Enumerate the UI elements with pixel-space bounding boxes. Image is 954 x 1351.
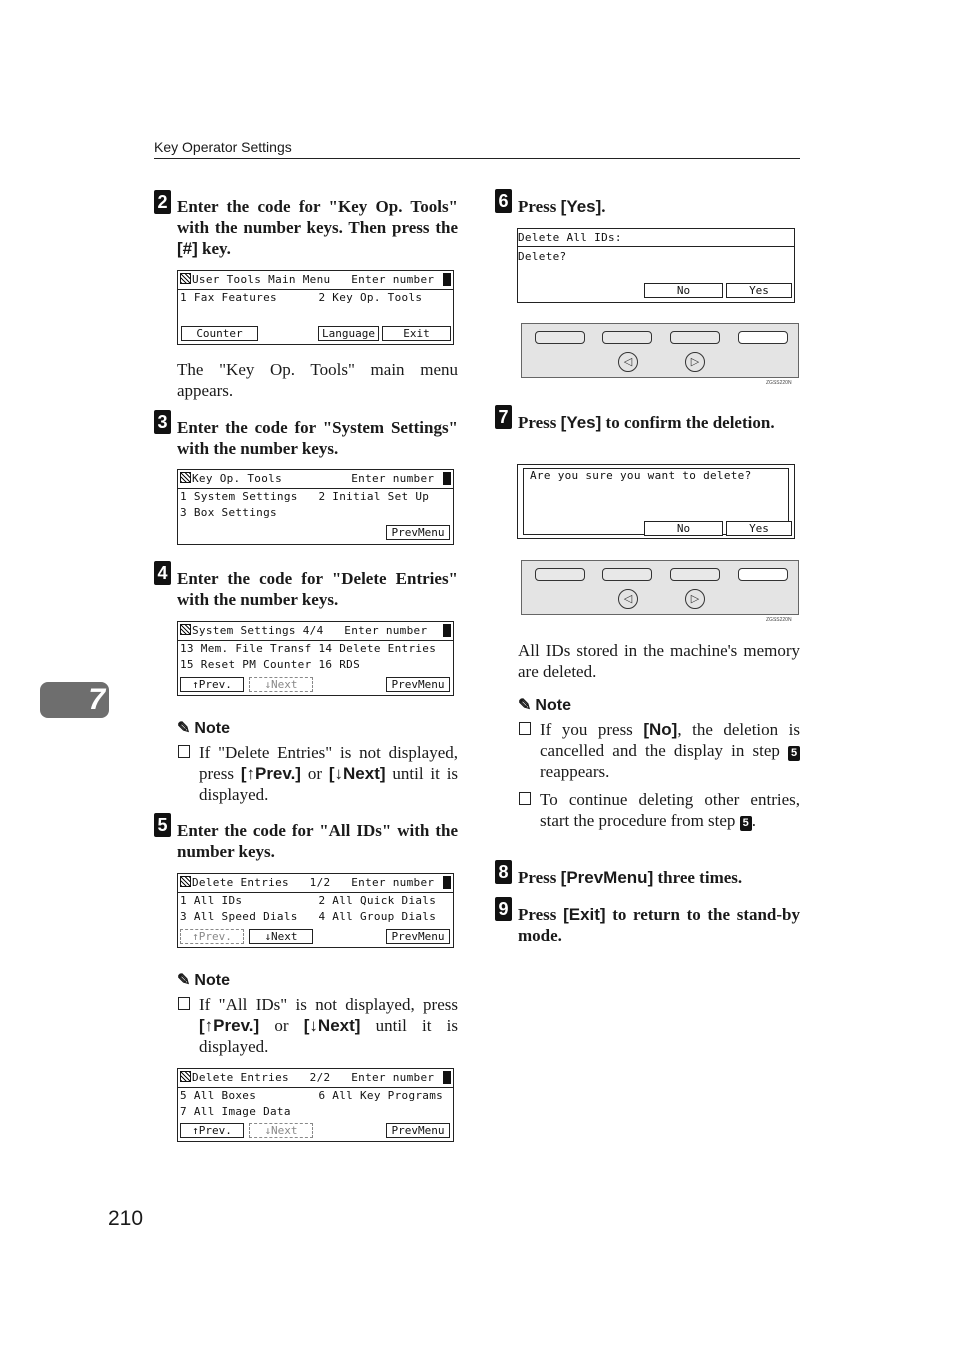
selection-key[interactable] [738,331,788,344]
lcd-title: Delete All IDs: [518,231,622,244]
selection-key[interactable] [535,568,585,581]
step-7-number: 7 [495,405,512,429]
lcd-system-settings [177,621,454,696]
cursor-block [443,273,451,286]
counter-button[interactable]: Counter [181,326,258,341]
selection-key[interactable] [738,568,788,581]
figure-code: ZGSS220N [766,617,792,623]
header-rule [154,158,800,159]
pencil-icon: ✎ [177,972,191,989]
selection-key[interactable] [535,331,585,344]
lcd-user-tools-main-menu [177,270,454,345]
menu-icon [180,273,191,284]
next-key: [↓Next] [303,1016,361,1035]
next-button[interactable]: ↓Next [249,1123,313,1138]
lcd-line: 1 System Settings 2 Initial Set Up [180,490,430,503]
prev-key: [↑Prev.] [199,1016,260,1035]
selection-key[interactable] [670,568,720,581]
lcd-confirm-delete [517,464,795,539]
step-5-number: 5 [154,813,171,837]
note-item: If "All IDs" is not displayed, press [↑Prev.] or [↓Next] until it is displayed. [199,994,458,1057]
control-panel [521,560,799,615]
note-item: If you press [No], the deletion is cancelled and the display in step 5 reappears. [540,719,800,782]
note-item: If "Delete Entries" is not displayed, press [↑Prev.] or [↓Next] until it is displayed. [199,742,458,805]
step-6-number: 6 [495,189,512,213]
step-9-number: 9 [495,897,512,921]
lcd-key-op-tools [177,469,454,545]
prevmenu-button[interactable]: PrevMenu [386,525,450,540]
left-arrow-key-icon[interactable]: ◁ [618,352,638,372]
prev-button[interactable]: ↑Prev. [180,677,244,692]
checkbox-icon [519,722,531,735]
no-key: [No] [643,720,678,739]
step-5-text: Enter the code for "All IDs" with the number keys. [177,821,458,861]
cursor-block [443,1071,451,1084]
pencil-icon: ✎ [518,697,532,714]
lcd-title: Delete Entries 1/2 Enter number [192,876,435,889]
lcd-delete-entries-2 [177,1068,454,1142]
lcd-title: Key Op. Tools Enter number [192,472,435,485]
lcd-line: 13 Mem. File Transf 14 Delete Entries [180,642,437,655]
step-7-result: All IDs stored in the machine's memory are deleted. [518,641,800,681]
step-2-instruction: Enter the code for "Key Op. Tools" with the number keys. Then press the [177,197,458,237]
left-arrow-key-icon[interactable]: ◁ [618,589,638,609]
note-heading: ✎ Note [177,720,230,737]
step-4-text: Enter the code for "Delete Entries" with the number keys. [177,569,458,609]
prevmenu-button[interactable]: PrevMenu [386,929,450,944]
menu-icon [180,1071,191,1082]
selection-key[interactable] [602,568,652,581]
control-panel [521,323,799,378]
checkbox-icon [178,997,190,1010]
prev-key: [↑Prev.] [240,764,301,783]
hash-key: [#] [177,239,198,258]
menu-icon [180,624,191,635]
yes-button[interactable]: Yes [726,521,792,536]
next-button[interactable]: ↓Next [249,677,313,692]
language-button[interactable]: Language [318,326,379,341]
step-9-text: Press [Exit] to return to the stand-by mode. [518,905,801,945]
figure-code: ZGSS220N [766,380,792,386]
lcd-line: 3 Box Settings [180,506,277,519]
page-number: 210 [108,1207,144,1230]
step-3-text: Enter the code for "System Settings" with the number keys. [177,418,458,458]
step-2-text [177,196,458,259]
no-button[interactable]: No [644,283,723,298]
right-arrow-key-icon[interactable]: ▷ [685,589,705,609]
selection-key[interactable] [602,331,652,344]
lcd-line: 5 All Boxes 6 All Key Programs [180,1089,444,1102]
lcd-title: User Tools Main Menu Enter number [192,273,435,286]
step-6-text: Press [Yes]. [518,197,606,216]
yes-button[interactable]: Yes [726,283,792,298]
step-2-instruction-end: key. [202,239,231,258]
step-2-number: 2 [154,190,171,214]
menu-icon [180,472,191,483]
lcd-line: 1 All IDs 2 All Quick Dials [180,894,437,907]
checkbox-icon [519,792,531,805]
lcd-line: 7 All Image Data [180,1105,291,1118]
lcd-line: 1 Fax Features 2 Key Op. Tools [180,291,423,304]
right-arrow-key-icon[interactable]: ▷ [685,352,705,372]
step-4-number: 4 [154,561,171,585]
step-3-number: 3 [154,410,171,434]
checkbox-icon [178,745,190,758]
no-button[interactable]: No [644,521,723,536]
lcd-delete-entries-1 [177,873,454,948]
running-header: Key Operator Settings [154,139,292,155]
prevmenu-button[interactable]: PrevMenu [386,677,450,692]
note-heading: ✎ Note [518,697,571,714]
selection-key[interactable] [670,331,720,344]
lcd-line: 3 All Speed Dials 4 All Group Dials [180,910,437,923]
lcd-message: Are you sure you want to delete? [530,469,752,482]
step-8-text: Press [PrevMenu] three times. [518,868,743,887]
step-reference: 5 [740,816,752,831]
prevmenu-button[interactable]: PrevMenu [386,1123,450,1138]
next-button[interactable]: ↓Next [249,929,313,944]
prev-button[interactable]: ↑Prev. [180,929,244,944]
exit-button[interactable]: Exit [382,326,451,341]
next-key: [↓Next] [328,764,386,783]
yes-key: [Yes] [560,413,602,432]
lcd-line: 15 Reset PM Counter 16 RDS [180,658,360,671]
pencil-icon: ✎ [177,720,191,737]
cursor-block [443,472,451,485]
lcd-delete-all-ids [517,228,795,303]
yes-key: [Yes] [560,197,602,216]
step-8-number: 8 [495,860,512,884]
step-reference: 5 [788,746,800,761]
step-7-text: Press [Yes] to confirm the deletion. [518,413,775,432]
note-heading: ✎ Note [177,972,230,989]
lcd-title: Delete Entries 2/2 Enter number [192,1071,435,1084]
prevmenu-key: [PrevMenu] [560,868,654,887]
cursor-block [443,624,451,637]
note-item: To continue deleting other entries, start the procedure from step 5 . [540,789,800,831]
step-2-result: The "Key Op. Tools" main menu appears. [177,360,458,400]
prev-button[interactable]: ↑Prev. [180,1123,244,1138]
exit-key: [Exit] [563,905,606,924]
lcd-line: Delete? [518,250,567,263]
menu-icon [180,876,191,887]
cursor-block [443,876,451,889]
lcd-title: System Settings 4/4 Enter number [192,624,428,637]
chapter-tab: 7 [40,682,109,718]
